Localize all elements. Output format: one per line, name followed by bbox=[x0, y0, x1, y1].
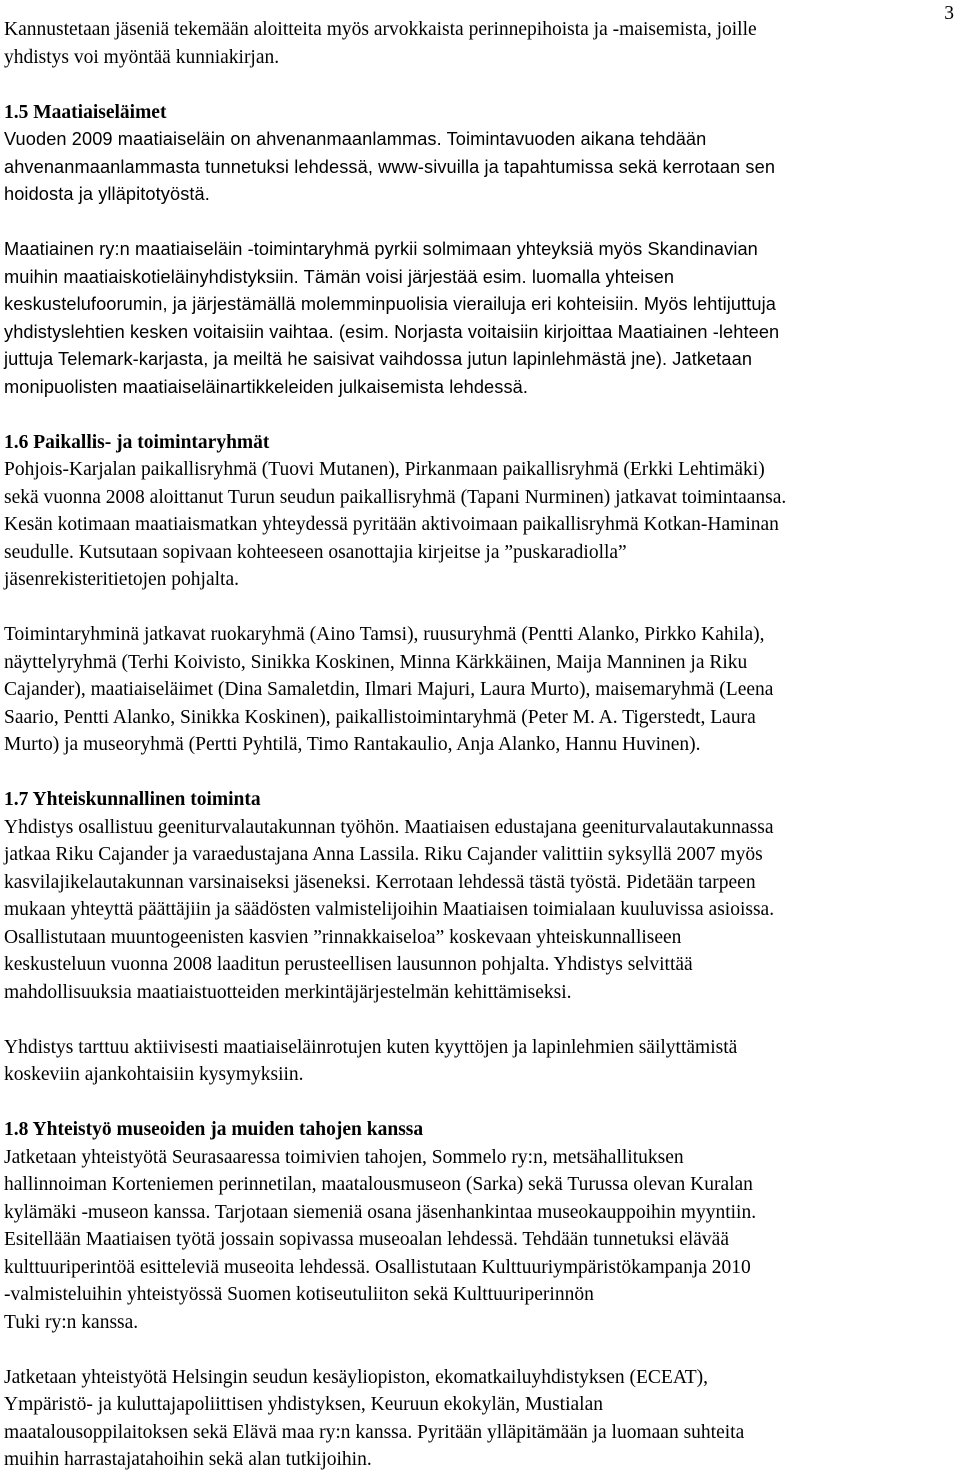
text-line: Esitellään Maatiaisen työtä jossain sopivassa museoalan lehdessä. Tehdään tunnetuksi elävää bbox=[4, 1229, 729, 1250]
text-line: ahvenanmaanlammasta tunnetuksi lehdessä, www-sivuilla ja tapahtumissa sekä kerrotaan sen bbox=[4, 156, 776, 177]
text-line: Toimintaryhminä jatkavat ruokaryhmä (Aino Tamsi), ruusuryhmä (Pentti Alanko, Pirkko Kahila), bbox=[4, 624, 765, 645]
text-line: Yhdistys tarttuu aktiivisesti maatiaiseläinrotujen kuten kyyttöjen ja lapinlehmien säilyttämistä bbox=[4, 1036, 738, 1058]
text-line: jatkaa Riku Cajander ja varaedustajana Anna Lassila. Riku Cajander valittiin syksyllä 2007 myös bbox=[4, 844, 763, 865]
text-line: koskeviin ajankohtaisiin kysymyksiin. bbox=[4, 1064, 304, 1085]
text-line: muihin maatiaiskotieläinyhdistyksiin. Tämän voisi järjestää esim. luomalla yhteisen bbox=[4, 266, 675, 287]
text-line: hallinnoiman Korteniemen perinnetilan, maatalousmuseon (Sarka) sekä Turussa olevan Kuralan bbox=[4, 1174, 753, 1195]
text-line: Pohjois-Karjalan paikallisryhmä (Tuovi Mutanen), Pirkanmaan paikallisryhmä (Erkki Lehtimäki) bbox=[4, 459, 765, 480]
text-line: kulttuuriperintöä esitteleviä museoita lehdessä. Osallistutaan Kulttuuriympäristökampanja 2010 bbox=[4, 1256, 751, 1278]
section-1-7-paragraph-1 bbox=[4, 814, 950, 1007]
text-line: yhdistys voi myöntää kunniakirjan. bbox=[4, 46, 280, 68]
text-line: maatalousoppilaitoksen sekä Elävä maa ry:n kanssa. Pyritään ylläpitämään ja luomaan suhteita bbox=[4, 1421, 745, 1443]
section-1-5-paragraph-2 bbox=[4, 236, 950, 401]
section-1-5-paragraph-1 bbox=[4, 126, 950, 209]
section-heading-1-5: 1.5 Maatiaiseläimet bbox=[4, 101, 167, 123]
text-line: Maatiainen ry:n maatiaiseläin -toimintaryhmä pyrkii solmimaan yhteyksiä myös Skandinavian bbox=[4, 239, 758, 259]
text-line: keskusteluun vuonna 2008 laaditun perusteellisen lausunnon pohjalta. Yhdistys selvittää bbox=[4, 954, 693, 975]
document-page bbox=[4, 16, 950, 1474]
text-line: kylämäki -museon kanssa. Tarjotaan siemeniä osana jäsenhankintaa museokauppoihin myyntiin. bbox=[4, 1201, 757, 1223]
text-line: Jatketaan yhteistyötä Helsingin seudun kesäyliopiston, ekomatkailuyhdistyksen (ECEAT), bbox=[4, 1366, 709, 1388]
text-line: juttuja Telemark-karjasta, ja meiltä he saisivat vaihdossa jutun lapinlehmästä jne). Jatketaan bbox=[4, 349, 753, 369]
text-line: Kesän kotimaan maatiaismatkan yhteydessä pyritään aktivoimaan paikallisryhmä Kotkan-Haminan bbox=[4, 514, 779, 535]
text-line: Jatketaan yhteistyötä Seurasaaressa toimivien tahojen, Sommelo ry:n, metsähallituksen bbox=[4, 1146, 684, 1168]
text-line: mahdollisuuksia maatiaistuotteiden merkintäjärjestelmän kehittämiseksi. bbox=[4, 981, 572, 1003]
text-line: hoidosta ja ylläpitotyöstä. bbox=[4, 184, 210, 204]
intro-paragraph bbox=[4, 16, 950, 71]
text-line: Kannustetaan jäseniä tekemään aloitteita myös arvokkaista perinnepihoista ja -maisemista, joille bbox=[4, 19, 757, 40]
text-line: seudulle. Kutsutaan sopivaan kohteeseen osanottajia kirjeitse ja ”puskaradiolla” bbox=[4, 541, 627, 563]
text-line: Yhdistys osallistuu geeniturvalautakunnan työhön. Maatiaisen edustajana geeniturvalautakunnassa bbox=[4, 816, 774, 838]
section-1-8-paragraph-1 bbox=[4, 1144, 950, 1337]
text-line: yhdistyslehtien kesken voitaisiin vaihtaa. (esim. Norjasta voitaisiin kirjoittaa Maatiainen -lehteen bbox=[4, 321, 780, 342]
text-line: monipuolisten maatiaiseläinartikkeleiden julkaisemista lehdessä. bbox=[4, 376, 529, 397]
text-line: jäsenrekisteritietojen pohjalta. bbox=[4, 569, 239, 590]
section-1-8-paragraph-2 bbox=[4, 1364, 950, 1474]
text-line: -valmisteluihin yhteistyössä Suomen kotiseutuliiton sekä Kulttuuriperinnön bbox=[4, 1284, 594, 1305]
section-1-6-paragraph-2 bbox=[4, 621, 950, 759]
section-heading-1-7: 1.7 Yhteiskunnallinen toiminta bbox=[4, 789, 261, 810]
text-line: kasvilajikelautakunnan varsinaiseksi jäseneksi. Kerrotaan lehdessä tästä työstä. Pidetään tarpeen bbox=[4, 871, 756, 893]
text-line: keskustelufoorumin, ja järjestämällä molemminpuolisia vierailuja eri kohteisiin. Myös lehtijuttuja bbox=[4, 294, 776, 314]
text-line: Tuki ry:n kanssa. bbox=[4, 1311, 139, 1333]
text-line: muihin harrastajatahoihin sekä alan tutkijoihin. bbox=[4, 1449, 372, 1470]
section-heading-1-8: 1.8 Yhteistyö museoiden ja muiden tahojen kanssa bbox=[4, 1119, 424, 1140]
section-1-6-paragraph-1 bbox=[4, 456, 950, 594]
text-line: mukaan yhteyttä päättäjiin ja säädösten valmistelijoihin Maatiaisen toimialaan kuuluvissa asioissa. bbox=[4, 899, 775, 920]
section-heading-1-6: 1.6 Paikallis- ja toimintaryhmät bbox=[4, 431, 270, 453]
text-line: Vuoden 2009 maatiaiseläin on ahvenanmaanlammas. Toimintavuoden aikana tehdään bbox=[4, 129, 707, 149]
text-line: sekä vuonna 2008 aloittanut Turun seudun paikallisryhmä (Tapani Nurminen) jatkavat toimintaansa. bbox=[4, 486, 787, 508]
section-1-7-paragraph-2 bbox=[4, 1034, 950, 1089]
text-line: Saario, Pentti Alanko, Sinikka Koskinen), paikallistoimintaryhmä (Peter M. A. Tigerstedt, Laura bbox=[4, 706, 756, 728]
text-line: Ympäristö- ja kuluttajapoliittisen yhdistyksen, Keuruun ekokylän, Mustialan bbox=[4, 1394, 603, 1415]
text-line: Murto) ja museoryhmä (Pertti Pyhtilä, Timo Rantakaulio, Anja Alanko, Hannu Huvinen). bbox=[4, 734, 701, 755]
text-line: Osallistutaan muuntogeenisten kasvien ”rinnakkaiseloa” koskevaan yhteiskunnalliseen bbox=[4, 926, 682, 948]
text-line: näyttelyryhmä (Terhi Koivisto, Sinikka Koskinen, Minna Kärkkäinen, Maija Manninen ja Riku bbox=[4, 651, 748, 673]
page-number: 3 bbox=[944, 3, 954, 24]
text-line: Cajander), maatiaiseläimet (Dina Samaletdin, Ilmari Majuri, Laura Murto), maisemaryhmä (Leena bbox=[4, 679, 774, 700]
